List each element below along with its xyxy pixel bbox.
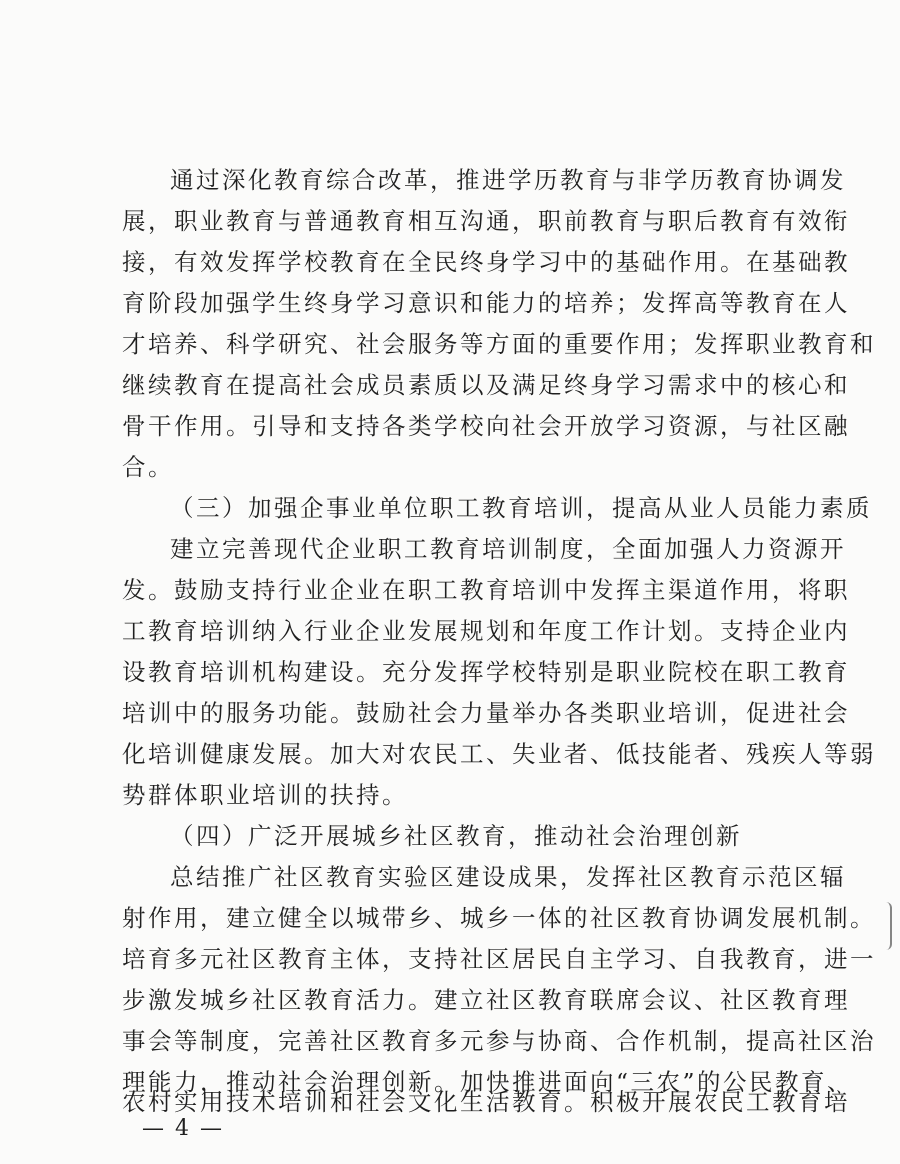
paragraph-line: 化培训健康发展。加大对农民工、失业者、低技能者、残疾人等弱 (122, 740, 876, 768)
paragraph-line: 培训中的服务功能。鼓励社会力量举办各类职业培训，促进社会 (122, 699, 850, 727)
paragraph-line: 步激发城乡社区教育活力。建立社区教育联席会议、社区教育理 (122, 986, 850, 1014)
paragraph-line: 继续教育在提高社会成员素质以及满足终身学习需求中的核心和 (122, 371, 850, 399)
page-number: — 4 — (142, 1116, 224, 1141)
paragraph-line: 才培养、科学研究、社会服务等方面的重要作用；发挥职业教育和 (122, 330, 876, 358)
binding-mark (884, 902, 892, 950)
last-paragraph-line: 农村实用技术培训和社会文化生活教育。积极开展农民工教育培 (122, 1088, 850, 1116)
section-heading: （三）加强企事业单位职工教育培训，提高从业人员能力素质 (170, 494, 872, 522)
paragraph-line: 工教育培训纳入行业企业发展规划和年度工作计划。支持企业内 (122, 617, 850, 645)
paragraph-line: 展，职业教育与普通教育相互沟通，职前教育与职后教育有效衔 (122, 207, 850, 235)
paragraph-line: 合。 (122, 453, 174, 481)
paragraph-line: 通过深化教育综合改革，推进学历教育与非学历教育协调发 (170, 166, 846, 194)
section-heading: （四）广泛开展城乡社区教育，推动社会治理创新 (170, 822, 742, 850)
paragraph-line: 发。鼓励支持行业企业在职工教育培训中发挥主渠道作用，将职 (122, 576, 850, 604)
paragraph-line: 势群体职业培训的扶持。 (122, 781, 408, 809)
paragraph-line: 培育多元社区教育主体，支持社区居民自主学习、自我教育，进一 (122, 945, 876, 973)
paragraph-line: 设教育培训机构建设。充分发挥学校特别是职业院校在职工教育 (122, 658, 850, 686)
paragraph-line: 总结推广社区教育实验区建设成果，发挥社区教育示范区辐 (170, 863, 846, 891)
paragraph-line: 射作用，建立健全以城带乡、城乡一体的社区教育协调发展机制。 (122, 904, 876, 932)
paragraph-line: 育阶段加强学生终身学习意识和能力的培养；发挥高等教育在人 (122, 289, 850, 317)
paragraph-line: 理能力，推动社会治理创新。加快推进面向“三农”的公民教育、 (122, 1068, 854, 1096)
paragraph-line: 接，有效发挥学校教育在全民终身学习中的基础作用。在基础教 (122, 248, 850, 276)
paragraph-line: 建立完善现代企业职工教育培训制度，全面加强人力资源开 (170, 535, 846, 563)
paragraph-line: 事会等制度，完善社区教育多元参与协商、合作机制，提高社区治 (122, 1027, 876, 1055)
paragraph-line: 骨干作用。引导和支持各类学校向社会开放学习资源，与社区融 (122, 412, 850, 440)
